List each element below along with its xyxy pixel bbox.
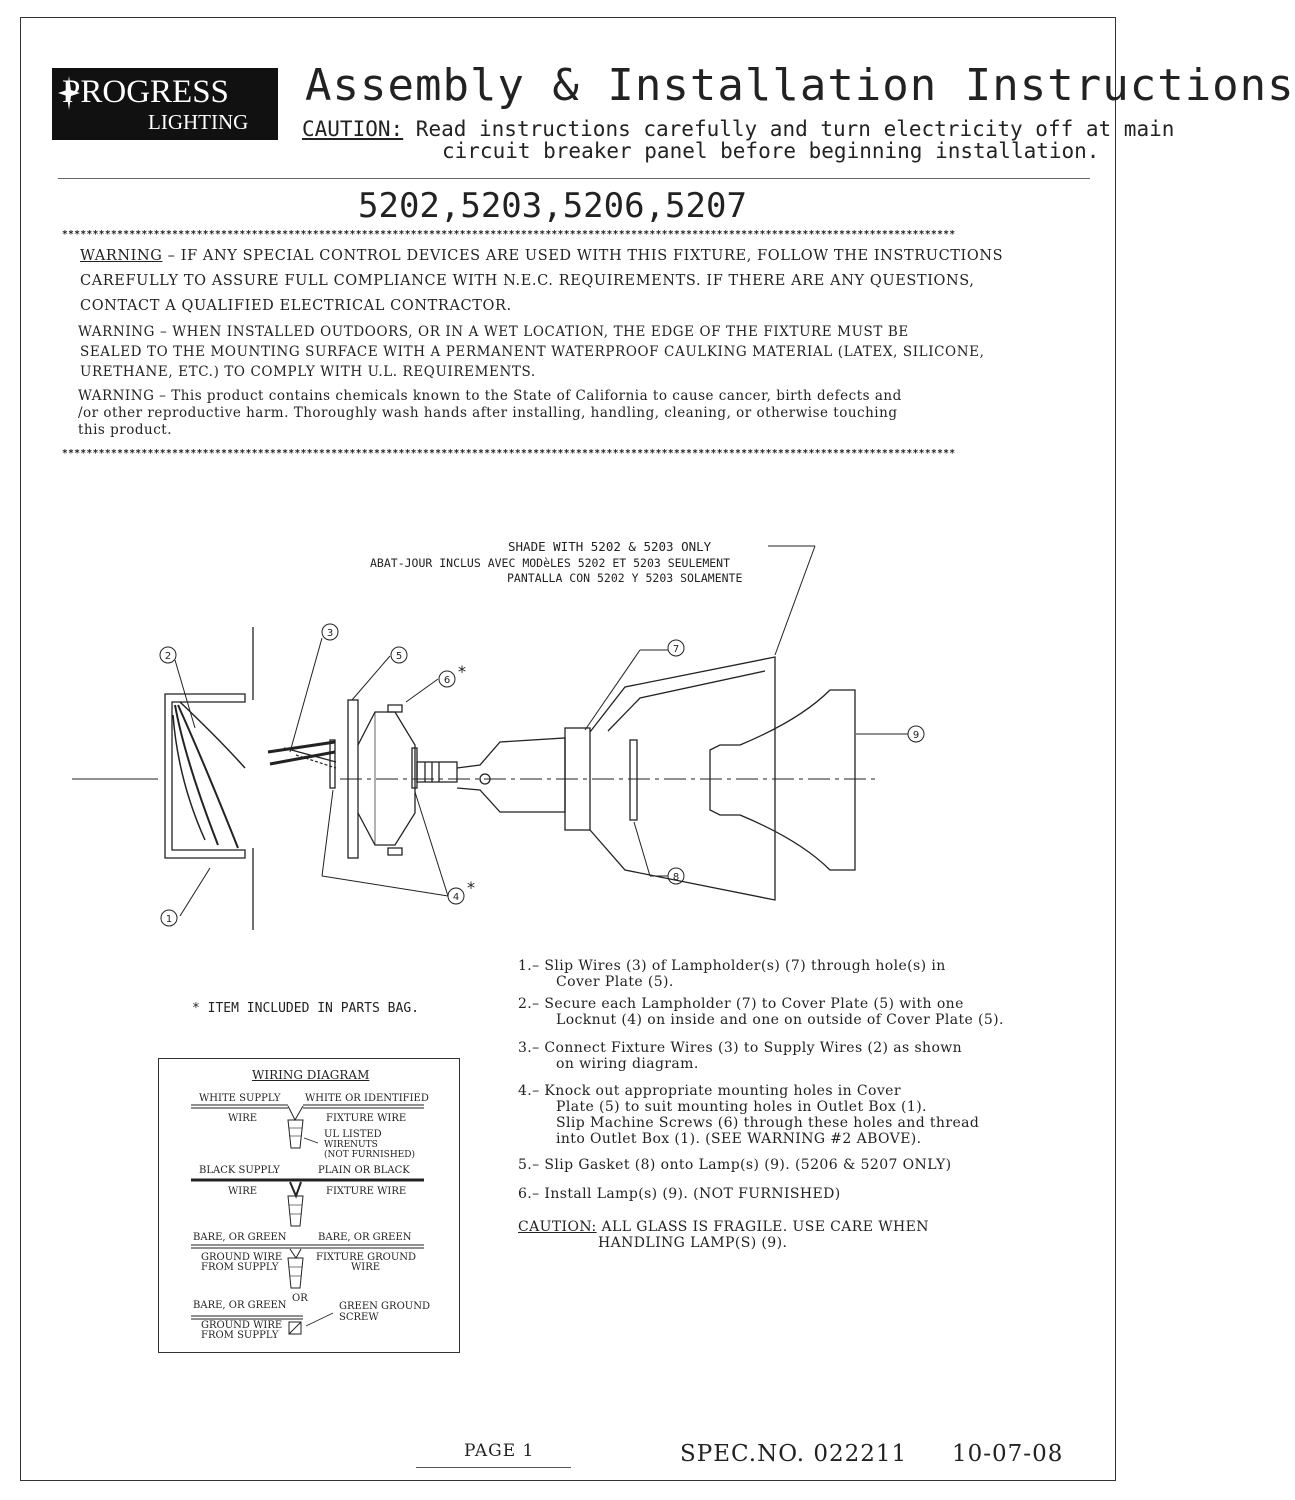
warning-1-line3: CONTACT A QUALIFIED ELECTRICAL CONTRACTOR. (80, 298, 512, 314)
step-6: 6.– Install Lamp(s) (9). (NOT FURNISHED) (518, 1186, 841, 1202)
bare-green-label-2: BARE, OR GREEN (193, 1300, 287, 1311)
warning-3-line2: /or other reproductive harm. Thoroughly wash hands after installing, handling, cleaning, or otherwise touching (78, 405, 898, 421)
step-1: 1.– Slip Wires (3) of Lampholder(s) (7) through hole(s) in Cover Plate (5). (518, 958, 946, 990)
callout-8: 8 (672, 872, 680, 883)
fixture-ground-label-2: WIRE (351, 1262, 381, 1273)
asterisk-6: * (458, 662, 466, 681)
page-underline (416, 1467, 571, 1468)
wirenut-label-3: (NOT FURNISHED) (324, 1150, 415, 1160)
wiring-diagram-title: WIRING DIAGRAM (252, 1068, 370, 1082)
callout-2: 2 (164, 651, 172, 662)
warning-1-line2: CAREFULLY TO ASSURE FULL COMPLIANCE WITH N.E.C. REQUIREMENTS. IF THERE ARE ANY QUESTIONS, (80, 273, 975, 289)
page-title: Assembly & Installation Instructions (305, 60, 1295, 111)
or-label: OR (292, 1293, 308, 1304)
step-3: 3.– Connect Fixture Wires (3) to Supply Wires (2) as shown on wiring diagram. (518, 1040, 963, 1072)
logo-line2: LIGHTING (148, 110, 249, 134)
ground-supply2-label-2: FROM SUPPLY (201, 1330, 279, 1341)
wirenut-label-1: UL LISTED (324, 1129, 382, 1140)
callout-3: 3 (326, 628, 334, 639)
ground-supply2-label-1: GROUND WIRE (201, 1320, 283, 1331)
shade-note-es: PANTALLA CON 5202 Y 5203 SOLAMENTE (507, 571, 743, 585)
step-2: 2.– Secure each Lampholder (7) to Cover Plate (5) with one Locknut (4) on inside and one on outside of Cover Plate (5). (518, 996, 1004, 1028)
white-fixture-wire-label: FIXTURE WIRE (326, 1113, 407, 1124)
warning-3-line3: this product. (78, 422, 172, 438)
white-supply-wire-label: WIRE (228, 1113, 258, 1124)
callout-9: 9 (912, 730, 920, 741)
black-supply-wire-label: WIRE (228, 1186, 258, 1197)
step-4: 4.– Knock out appropriate mounting holes in Cover Plate (5) to suit mounting holes in Outlet Box (1). Slip Machine Screws (6) through these holes and thread into Outlet Box (1). (SEE WARNING #2 ABOVE). (518, 1083, 980, 1147)
shade-note-fr: ABAT-JOUR INCLUS AVEC MODèLES 5202 ET 5203 SEULEMENT (370, 556, 731, 570)
bare-green-supply-label: BARE, OR GREEN (193, 1232, 287, 1243)
caution-line1: Read instructions carefully and turn electricity off at main (403, 117, 1175, 141)
caution-footer: CAUTION: ALL GLASS IS FRAGILE. USE CARE WHEN HANDLING LAMP(S) (9). (518, 1219, 929, 1251)
model-numbers: 5202,5203,5206,5207 (358, 186, 747, 226)
green-screw-label-1: GREEN GROUND (339, 1301, 430, 1312)
wirenut-label-2: WIRENUTS (324, 1140, 378, 1150)
callout-5: 5 (395, 651, 403, 662)
revision-date: 10-07-08 (952, 1441, 1064, 1467)
callout-7: 7 (672, 644, 680, 655)
parts-bag-note: * ITEM INCLUDED IN PARTS BAG. (192, 1001, 419, 1016)
step-5: 5.– Slip Gasket (8) onto Lamp(s) (9). (5206 & 5207 ONLY) (518, 1157, 952, 1173)
callout-4: 4 (452, 892, 460, 903)
green-screw-label-2: SCREW (339, 1312, 379, 1323)
warning-2-line3: URETHANE, ETC.) TO COMPLY WITH U.L. REQUIREMENTS. (80, 364, 536, 380)
fixture-ground-label-1: FIXTURE GROUND (316, 1252, 417, 1263)
ground-supply-label-1: GROUND WIRE (201, 1252, 283, 1263)
ground-supply-label-2: FROM SUPPLY (201, 1262, 279, 1273)
page-number: PAGE 1 (464, 1441, 535, 1461)
caution-label: CAUTION: (302, 117, 404, 141)
plain-black-label: PLAIN OR BLACK (318, 1165, 410, 1176)
black-supply-label: BLACK SUPPLY (199, 1165, 280, 1176)
logo-line1: PROGRESS (62, 74, 229, 110)
caution-line2: circuit breaker panel before beginning installation. (442, 139, 1100, 163)
warning-2-line1: WARNING – WHEN INSTALLED OUTDOORS, OR IN A WET LOCATION, THE EDGE OF THE FIXTURE MUST BE (78, 324, 909, 340)
asterisk-4: * (467, 878, 475, 897)
callout-1: 1 (165, 914, 173, 925)
white-fixture-label: WHITE OR IDENTIFIED (305, 1093, 429, 1104)
warning-2-line2: SEALED TO THE MOUNTING SURFACE WITH A PERMANENT WATERPROOF CAULKING MATERIAL (LATEX, SILICONE, (80, 344, 985, 360)
warning-3-line1: WARNING – This product contains chemicals known to the State of California to cause cancer, birth defects and (78, 388, 902, 404)
white-supply-label: WHITE SUPPLY (199, 1093, 281, 1104)
black-fixture-wire-label: FIXTURE WIRE (326, 1186, 407, 1197)
callout-6: 6 (443, 675, 451, 686)
bare-green-fixture-label: BARE, OR GREEN (318, 1232, 412, 1243)
separator-top: ************************************************************************************************************************************************** (62, 229, 956, 240)
separator-bottom: ************************************************************************************************************************************************** (62, 448, 956, 459)
shade-note-en: SHADE WITH 5202 & 5203 ONLY (508, 539, 712, 554)
spec-number: SPEC.NO. 022211 (680, 1441, 908, 1467)
warning-1-line1: WARNING – IF ANY SPECIAL CONTROL DEVICES ARE USED WITH THIS FIXTURE, FOLLOW THE INSTRUCTIONS (80, 248, 1004, 264)
